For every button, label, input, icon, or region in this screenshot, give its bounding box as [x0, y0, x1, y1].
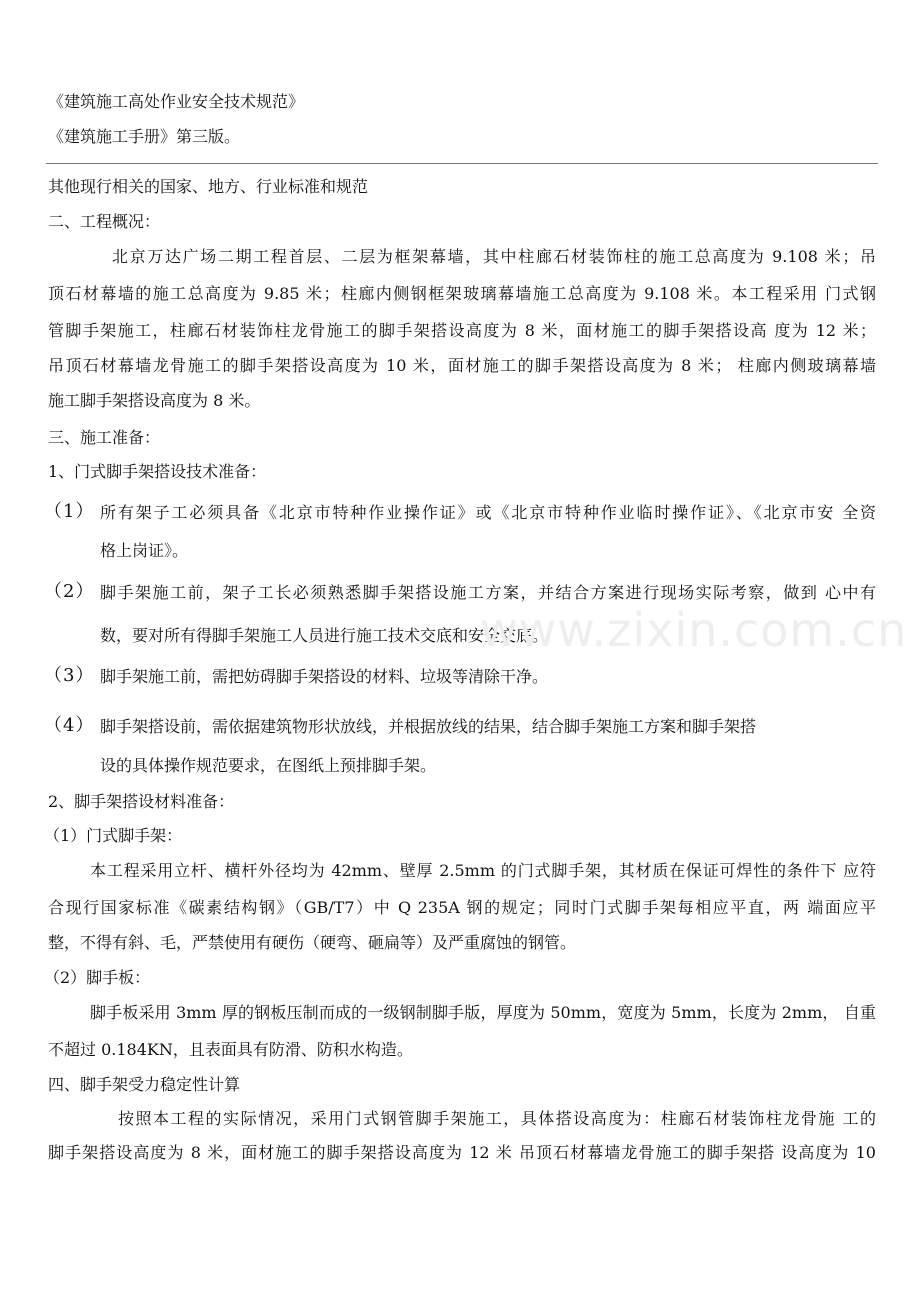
- material-1-line-1: 本工程采用立杆、横杆外径均为 42mm、壁厚 2.5mm 的门式脚手架，其材质在保证可焊性的条件下 应符: [90, 861, 876, 880]
- material-1-title: （1）门式脚手架：: [44, 826, 183, 845]
- overview-line-1: 北京万达广场二期工程首层、二层为框架幕墙，其中柱廊石材装饰柱的施工总高度为 9.108 米；吊: [112, 247, 876, 266]
- calc-line-1: 按照本工程的实际情况，采用门式钢管脚手架施工，具体搭设高度为：柱廊石材装饰柱龙骨施 工的: [118, 1109, 876, 1128]
- header-divider: [46, 163, 878, 164]
- subsection-3-2-title: 2、脚手架搭设材料准备：: [48, 792, 235, 811]
- item-2-line-2: 数，要对所有得脚手架施工人员进行施工技术交底和安全交底。: [100, 626, 549, 645]
- calc-line-2: 脚手架搭设高度为 8 米，面材施工的脚手架搭设高度为 12 米 吊顶石材幕墙龙骨施工的脚手架搭 设高度为 10: [48, 1143, 876, 1162]
- item-2-line-1: 脚手架施工前，架子工长必须熟悉脚手架搭设施工方案，并结合方案进行现场实际考察，做到 心中有: [100, 583, 876, 602]
- material-1-line-3: 整，不得有斜、毛，严禁使用有硬伤（硬弯、砸扁等）及严重腐蚀的钢管。: [48, 933, 577, 952]
- overview-line-5: 施工脚手架搭设高度为 8 米。: [48, 391, 261, 410]
- overview-line-3: 管脚手架施工，柱廊石材装饰柱龙骨施工的脚手架搭设高度为 8 米，面材施工的脚手架搭设高 度为 12 米；: [48, 321, 876, 340]
- material-2-line-2: 不超过 0.184KN，且表面具有防滑、防积水构造。: [48, 1040, 413, 1059]
- item-4-number: （4）: [44, 715, 95, 736]
- overview-line-4: 吊顶石材幕墙龙骨施工的脚手架搭设高度为 10 米，面材施工的脚手架搭设高度为 8 米； 柱廊内侧玻璃幕墙: [48, 356, 876, 375]
- subsection-3-1-title: 1、门式脚手架搭设技术准备：: [48, 462, 267, 481]
- reference-1: 《建筑施工高处作业安全技术规范》: [48, 92, 305, 111]
- item-1-number: （1）: [44, 501, 95, 522]
- section-3-title: 三、施工准备：: [48, 428, 161, 447]
- watermark: www.zixin.com.cn: [480, 603, 908, 657]
- material-1-line-2: 合现行国家标准《碳素结构钢》（GB/T7）中 Q 235A 钢的规定；同时门式脚手架每相应平直，两 端面应平: [48, 898, 876, 917]
- reference-2: 《建筑施工手册》第三版。: [48, 127, 241, 146]
- item-3-line-1: 脚手架施工前，需把妨碍脚手架搭设的材料、垃圾等清除干净。: [100, 667, 549, 686]
- overview-line-2: 顶石材幕墙的施工总高度为 9.85 米；柱廊内侧钢框架玻璃幕墙施工总高度为 9.108 米。本工程采用 门式钢: [48, 284, 876, 303]
- item-1-line-1: 所有架子工必须具备《北京市特种作业操作证》或《北京市特种作业临时操作证》、《北京市安 全资: [100, 503, 876, 522]
- item-4-line-2: 设的具体操作规范要求，在图纸上预排脚手架。: [100, 756, 437, 775]
- section-2-title: 二、工程概况：: [48, 212, 161, 231]
- item-1-line-2: 格上岗证》。: [100, 541, 189, 560]
- reference-3: 其他现行相关的国家、地方、行业标准和规范: [48, 177, 369, 196]
- material-2-title: （2）脚手板：: [44, 968, 151, 987]
- item-4-line-1: 脚手架搭设前，需依据建筑物形状放线，并根据放线的结果，结合脚手架施工方案和脚手架搭: [100, 717, 757, 736]
- section-4-title: 四、脚手架受力稳定性计算: [48, 1075, 241, 1094]
- material-2-line-1: 脚手板采用 3mm 厚的钢板压制而成的一级钢制脚手版，厚度为 50mm，宽度为 5mm，长度为 2mm， 自重: [90, 1003, 876, 1022]
- item-3-number: （3）: [44, 665, 95, 686]
- item-2-number: （2）: [44, 581, 95, 602]
